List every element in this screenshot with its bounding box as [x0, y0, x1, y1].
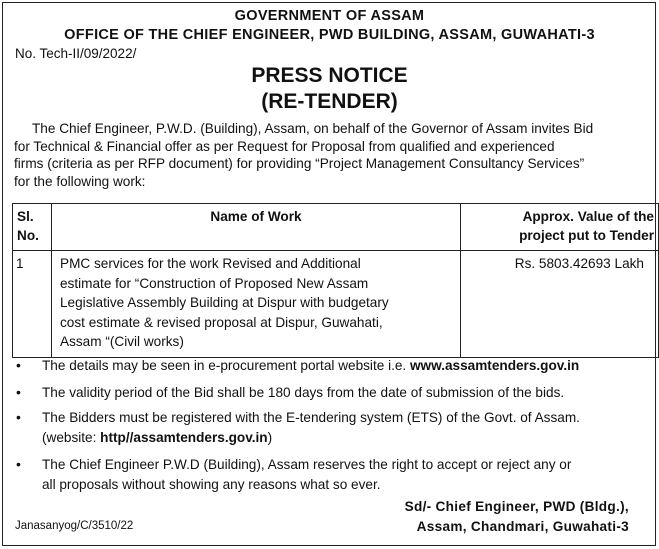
signature-address: Assam, Chandmari, Guwahati-3 [416, 519, 629, 534]
bullet-icon: • [16, 409, 21, 425]
intro-line: firms (criteria as per RFP document) for providing “Project Management Consultancy Services” [14, 156, 585, 171]
intro-paragraph [14, 120, 651, 190]
notice-subtitle: (RE-TENDER) [261, 90, 398, 113]
website-link[interactable]: http//assamtenders.gov.in [100, 429, 268, 445]
bullet-icon: • [16, 384, 21, 400]
work-line: estimate for “Construction of Proposed New Assam [60, 275, 369, 291]
bullet-icon: • [16, 357, 21, 373]
header-value-line: project put to Tender [519, 228, 654, 243]
bullet-text: (website: [42, 429, 101, 445]
header-value-line: Approx. Value of the [522, 209, 654, 224]
work-line: Legislative Assembly Building at Dispur with budgetary [60, 295, 389, 310]
intro-line: The Chief Engineer, P.W.D. (Building), Assam, on behalf of the Governor of Assam invites Bid [32, 121, 594, 136]
work-line: Assam “(Civil works) [60, 334, 184, 349]
bullet-text: ) [267, 429, 273, 445]
work-table [12, 203, 659, 358]
header-sl-no [13, 204, 52, 251]
reference-number: No. Tech-II/09/2022/ [15, 46, 137, 61]
header-sl-line: No. [17, 228, 39, 243]
intro-line: for the following work: [14, 173, 146, 189]
bullet-text: The Bidders must be registered with the E-tendering system (ETS) of the Govt. of Assam. [42, 410, 580, 425]
bullet-text: The details may be seen in e-procurement portal website i.e. [42, 358, 410, 373]
work-line: cost estimate & revised proposal at Dispur, Guwahati, [60, 314, 383, 330]
table-header-row [13, 204, 659, 251]
row-approx-value: Rs. 5803.42693 Lakh [461, 251, 659, 358]
bullet-text: all proposals without showing any reasons what so ever. [42, 476, 381, 492]
government-heading: GOVERNMENT OF ASSAM [234, 8, 425, 24]
intro-line: for Technical & Financial offer as per Request for Proposal from qualified and experienced [14, 138, 555, 154]
table-row [13, 251, 659, 358]
notice-title: PRESS NOTICE [251, 64, 408, 87]
janasanyog-code: Janasanyog/C/3510/22 [15, 520, 134, 532]
row-work-description [52, 251, 461, 358]
office-heading: OFFICE OF THE CHIEF ENGINEER, PWD BUILDING, ASSAM, GUWAHATI-3 [64, 27, 595, 43]
list-item [14, 408, 654, 447]
bullet-text: The Chief Engineer P.W.D (Building), Assam reserves the right to accept or reject any or [42, 457, 572, 472]
bullet-icon: • [16, 456, 21, 472]
header-sl-line: Sl. [17, 209, 34, 224]
portal-link[interactable]: www.assamtenders.gov.in [409, 358, 580, 373]
bullet-text: The validity period of the Bid shall be 180 days from the date of submission of the bids. [42, 385, 565, 400]
row-sl-no: 1 [13, 251, 52, 358]
work-line: PMC services for the work Revised and Additional [60, 256, 361, 271]
header-approx-value [461, 204, 659, 251]
signature-title: Sd/- Chief Engineer, PWD (Bldg.), [404, 499, 629, 514]
header-name-of-work: Name of Work [52, 204, 461, 251]
list-item [14, 383, 654, 403]
list-item [14, 356, 654, 376]
list-item [14, 455, 654, 494]
